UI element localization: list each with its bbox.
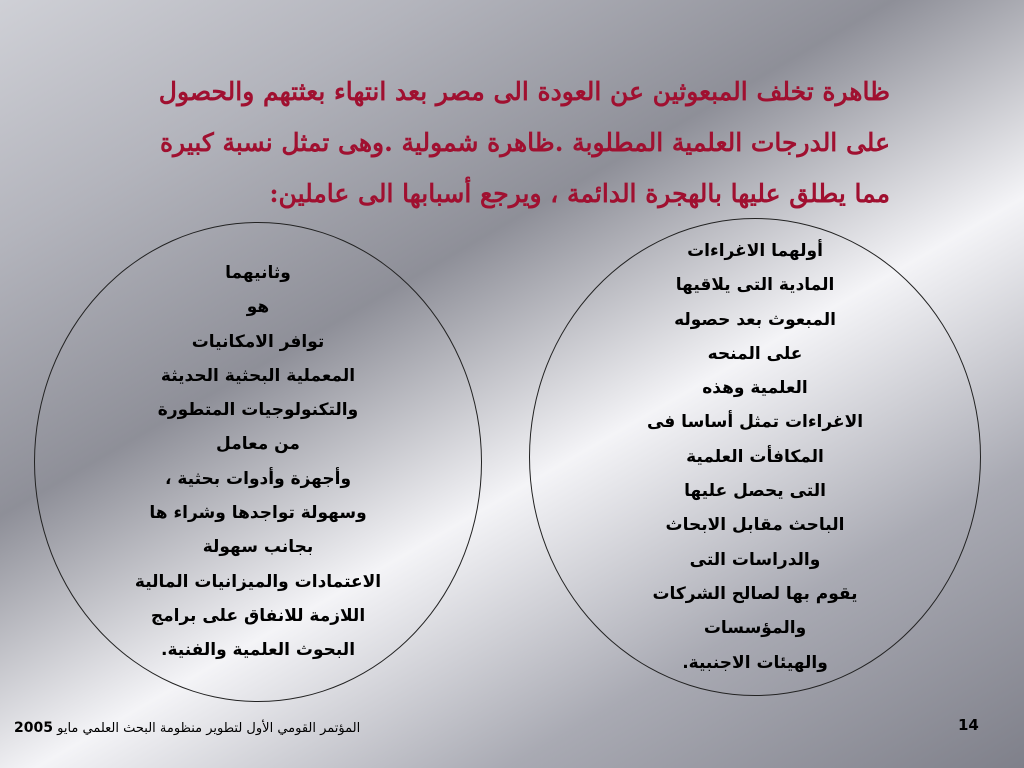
text-line: وثانيهما [225,263,291,283]
left-circle-text [34,256,482,668]
text-line: هو [246,297,270,318]
text-line: من معامل [216,434,300,455]
text-line: الاعتمادات والميزانيات المالية [134,571,382,592]
text-line: الباحث مقابل الابحاث [665,515,845,536]
right-circle-text [529,234,981,680]
text-line: اللازمة للانفاق على برامج [150,605,366,626]
text-line: والهيئات الاجنبية. [682,652,828,673]
text-line: التى يحصل عليها [684,481,826,502]
slide-footer [14,720,360,736]
text-line: المبعوث بعد حصوله [674,309,836,330]
title-line: على الدرجات العلمية المطلوبة .ظاهرة شمولية .وهى تمثل نسبة كبيرة [159,128,890,157]
text-line: البحوث العلمية والفنية. [160,640,356,661]
text-line: والمؤسسات [703,618,807,639]
text-line: يقوم بها لصالح الشركات [652,583,858,604]
text-line: بجانب سهولة [202,537,314,558]
text-line: المعملية البحثية الحديثة [160,365,356,386]
text-line: توافر الامكانيات [191,331,325,352]
title-line: ظاهرة تخلف المبعوثين عن العودة الى مصر بعد انتهاء بعثتهم والحصول [158,77,890,106]
text-line: المادية التى يلاقيها [675,275,835,296]
footer-year: 2005 [14,720,53,736]
title-line: مما يطلق عليها بالهجرة الدائمة ، ويرجع أسبابها الى عاملين: [269,179,890,208]
text-line: أولهما الاغراءات [687,241,823,261]
text-line: العلمية وهذه [702,378,808,399]
text-line: الاغراءات تمثل أساسا فى [646,412,864,433]
text-line: المكافأت العلمية [686,446,824,467]
text-line: على المنحه [707,343,803,364]
footer-conference: المؤتمر القومي الأول لتطوير منظومة البحث العلمي مايو [57,721,361,736]
slide-title [70,66,890,219]
page-number: 14 [958,716,979,734]
text-line: وسهولة تواجدها وشراء ها [149,503,367,524]
text-line: وأجهزة وأدوات بحثية ، [164,468,352,489]
text-line: والدراسات التى [689,549,821,570]
text-line: والتكنولوجيات المتطورة [157,400,359,421]
